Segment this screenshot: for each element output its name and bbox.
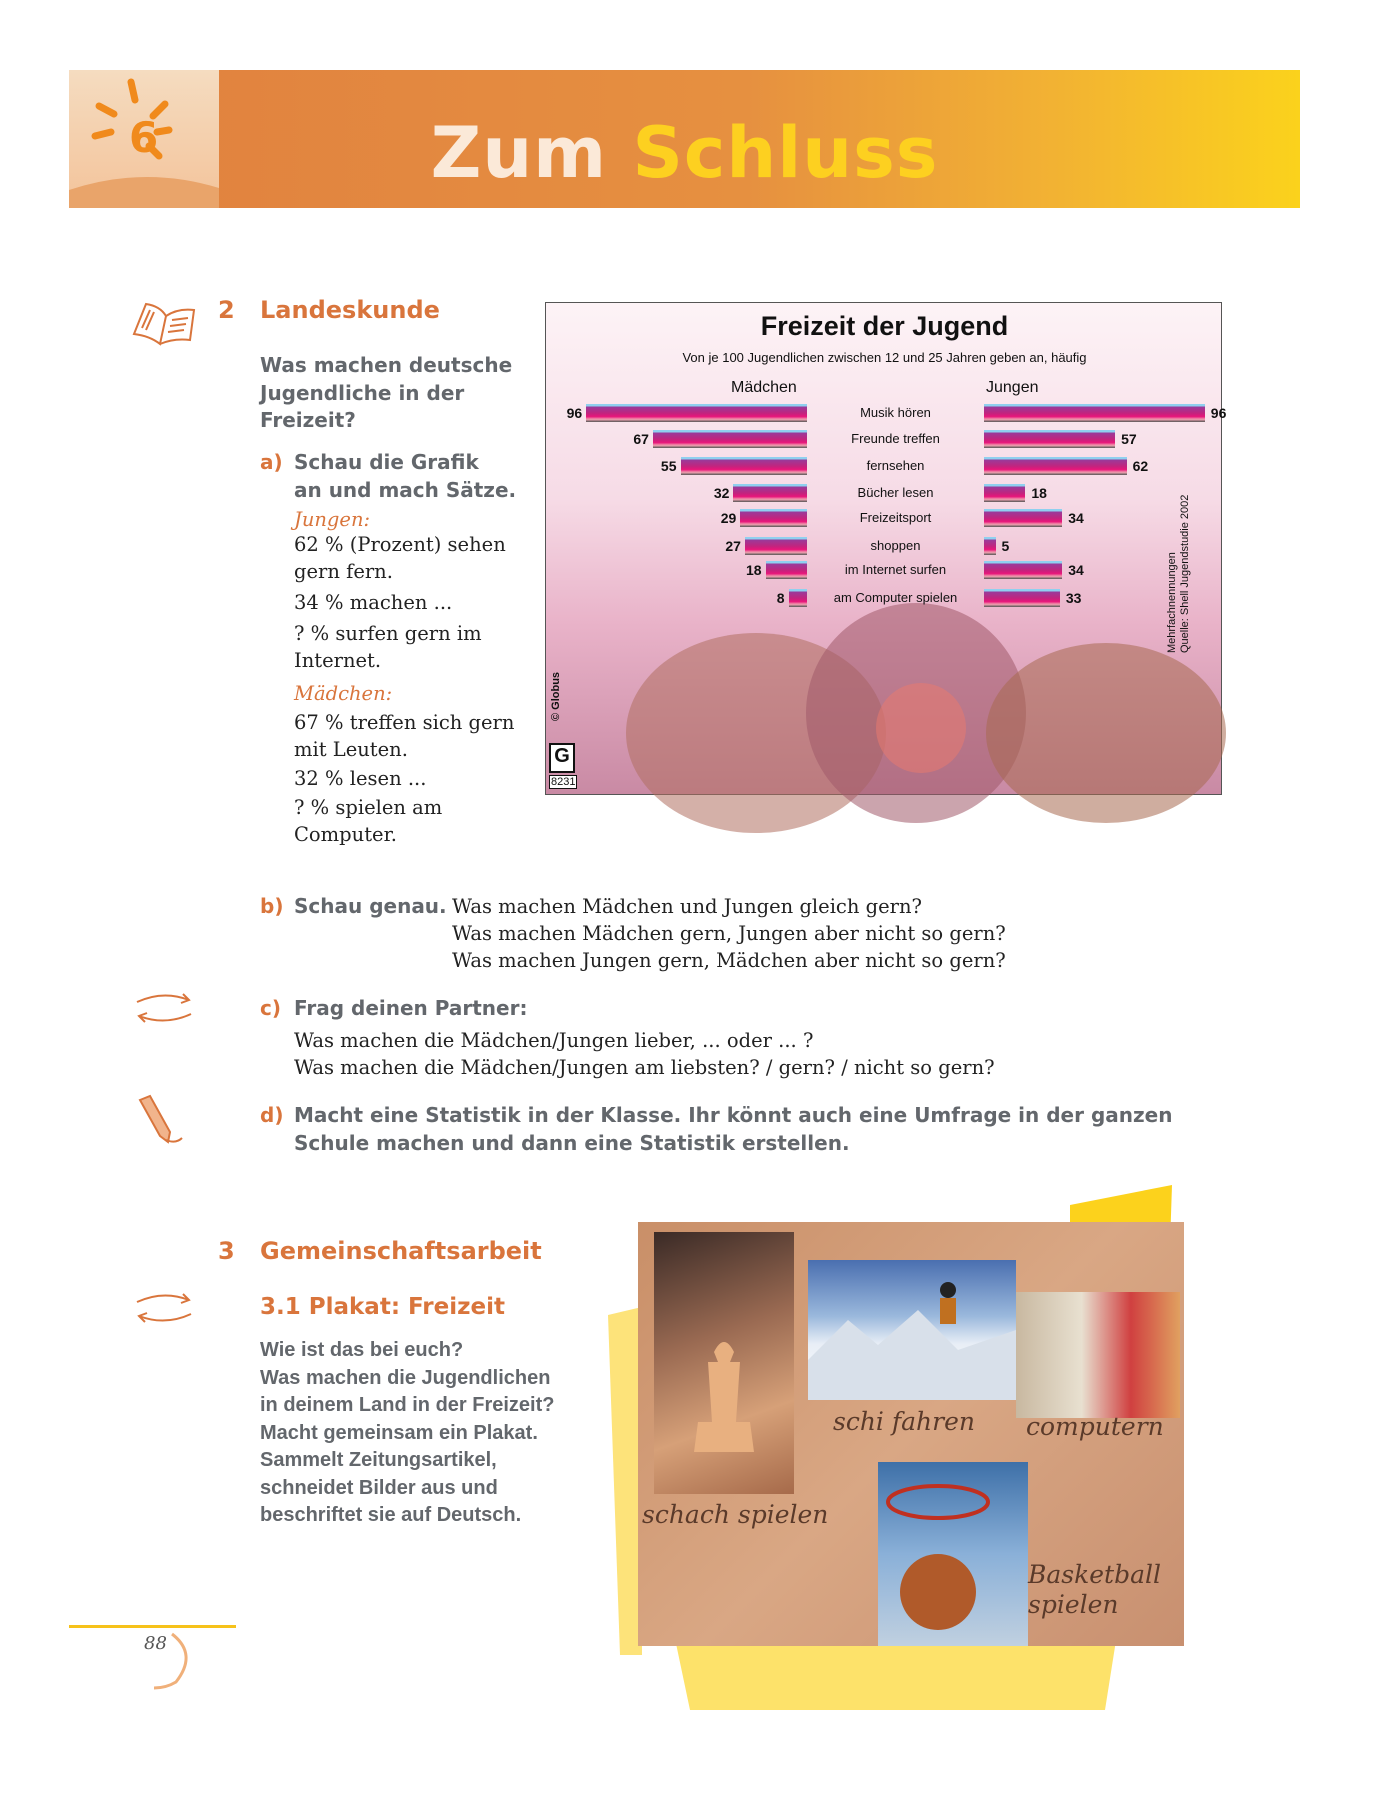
task-b-questions bbox=[452, 893, 1006, 974]
task-c-questions bbox=[294, 1027, 995, 1081]
example-line: gern fern. bbox=[294, 560, 393, 583]
category-label: shoppen bbox=[870, 538, 921, 553]
value-maedchen: 27 bbox=[725, 538, 741, 554]
pencil-icon bbox=[136, 1094, 186, 1150]
task-a-label: a) bbox=[260, 450, 283, 474]
label-schach-spielen: schach spielen bbox=[642, 1500, 829, 1529]
bar-jungen bbox=[984, 509, 1062, 527]
category-label: im Internet surfen bbox=[844, 562, 947, 577]
bar-maedchen bbox=[740, 509, 807, 527]
pinboard bbox=[638, 1222, 1184, 1646]
bar-jungen bbox=[984, 457, 1127, 475]
value-maedchen: 29 bbox=[720, 510, 737, 526]
example-line: Computer. bbox=[294, 823, 397, 846]
value-jungen: 34 bbox=[1068, 562, 1084, 578]
label-line: Basketball bbox=[1028, 1560, 1161, 1589]
bar-jungen bbox=[984, 589, 1060, 607]
bar-maedchen bbox=[733, 484, 807, 502]
section-title: Landeskunde bbox=[260, 296, 440, 324]
label-basketball bbox=[1028, 1560, 1161, 1620]
bar-maedchen bbox=[789, 589, 807, 607]
section-number: 2 bbox=[218, 296, 235, 324]
jungen-label: Jungen: bbox=[294, 508, 371, 531]
page-number: 88 bbox=[144, 1633, 167, 1654]
bar-maedchen bbox=[766, 561, 807, 579]
section-number: 3 bbox=[218, 1237, 235, 1265]
chart-code: 8231 bbox=[551, 776, 576, 788]
task-a-text bbox=[294, 449, 516, 504]
task-d-text bbox=[294, 1102, 1172, 1157]
bar-maedchen bbox=[653, 430, 807, 448]
partner-exchange-icon bbox=[133, 1290, 195, 1330]
task-line: Schau die Grafik bbox=[294, 450, 479, 474]
value-jungen: 33 bbox=[1065, 590, 1082, 606]
chart-freizeit bbox=[545, 302, 1227, 795]
label-computern: computern bbox=[1026, 1412, 1164, 1441]
legend-jungen: Jungen bbox=[986, 379, 1039, 396]
chart-subtitle: Von je 100 Jugendlichen zwischen 12 und 25 Jahren geben an, häufig bbox=[682, 350, 1087, 365]
page-number-swoosh bbox=[150, 1630, 200, 1690]
intro-line: Jugendliche in der bbox=[260, 380, 465, 405]
title-word-1: Zum bbox=[430, 112, 608, 194]
book-icon bbox=[130, 298, 198, 350]
task-line: Schule machen und dann eine Statistik erstellen. bbox=[294, 1130, 850, 1155]
value-maedchen: 96 bbox=[566, 405, 583, 421]
task-b-lead: Schau genau. bbox=[294, 894, 447, 918]
chart-title: Freizeit der Jugend bbox=[760, 311, 1009, 341]
value-maedchen: 67 bbox=[633, 431, 649, 447]
example-line: 34 % machen ... bbox=[294, 591, 453, 614]
category-label: fernsehen bbox=[866, 458, 925, 473]
maedchen-label: Mädchen: bbox=[294, 682, 393, 705]
bar-jungen bbox=[984, 484, 1025, 502]
category-label: Freunde treffen bbox=[851, 431, 940, 446]
bar-maedchen bbox=[745, 537, 807, 555]
svg-text:6: 6 bbox=[129, 113, 159, 162]
question-line: Was machen die Mädchen/Jungen am liebsten? / gern? / nicht so gern? bbox=[294, 1056, 995, 1079]
globus-credit: © Globus bbox=[550, 671, 562, 721]
intro-line: Freizeit? bbox=[260, 408, 356, 432]
example-line: mit Leuten. bbox=[294, 738, 408, 761]
section-title: Gemeinschaftsarbeit bbox=[260, 1237, 542, 1265]
chart-source-text: Quelle: Shell Jugendstudie 2002 bbox=[1179, 494, 1191, 653]
value-maedchen: 55 bbox=[660, 458, 677, 474]
value-maedchen: 32 bbox=[713, 485, 730, 501]
text-line: Sammelt Zeitungsartikel, bbox=[260, 1449, 497, 1471]
photo-skiing bbox=[808, 1260, 1016, 1400]
chart-source bbox=[1166, 453, 1192, 653]
text-line: schneidet Bilder aus und bbox=[260, 1476, 498, 1499]
bar-maedchen bbox=[586, 404, 807, 422]
task-c-lead: Frag deinen Partner: bbox=[294, 996, 528, 1020]
text-line: Wie ist das bei euch? bbox=[260, 1339, 464, 1361]
value-jungen: 34 bbox=[1068, 510, 1084, 526]
bar-jungen bbox=[984, 561, 1062, 579]
bar-jungen bbox=[984, 404, 1205, 422]
intro-line: Was machen deutsche bbox=[260, 353, 513, 377]
example-line: ? % spielen am bbox=[294, 796, 443, 819]
intro-text bbox=[260, 352, 512, 435]
value-jungen: 57 bbox=[1121, 431, 1137, 447]
bar-jungen bbox=[984, 537, 996, 555]
subsection-title: 3.1 Plakat: Freizeit bbox=[260, 1294, 505, 1320]
value-maedchen: 18 bbox=[746, 562, 762, 578]
example-line: Internet. bbox=[294, 649, 382, 672]
title-word-2: Schluss bbox=[632, 112, 939, 194]
example-line: 32 % lesen ... bbox=[294, 767, 427, 790]
category-label: Musik hören bbox=[860, 405, 931, 420]
question-line: Was machen Mädchen und Jungen gleich gern? bbox=[452, 895, 922, 918]
text-line: in deinem Land in der Freizeit? bbox=[260, 1394, 555, 1416]
chart-note: Mehrfachnennungen bbox=[1166, 552, 1178, 653]
category-label: am Computer spielen bbox=[833, 590, 958, 605]
section3-text bbox=[260, 1337, 554, 1530]
label-schi-fahren: schi fahren bbox=[833, 1407, 975, 1436]
photo-computer bbox=[1016, 1292, 1180, 1418]
partner-exchange-icon bbox=[133, 990, 195, 1030]
task-b-label: b) bbox=[260, 894, 284, 918]
label-line: spielen bbox=[1028, 1590, 1119, 1619]
question-line: Was machen Jungen gern, Mädchen aber nicht so gern? bbox=[452, 949, 1006, 972]
example-line: ? % surfen gern im bbox=[294, 622, 482, 645]
task-c-label: c) bbox=[260, 996, 281, 1020]
value-jungen: 62 bbox=[1132, 458, 1149, 474]
task-line: an und mach Sätze. bbox=[294, 477, 517, 502]
page-title bbox=[69, 112, 1300, 194]
bar-maedchen bbox=[681, 457, 808, 475]
example-line: 62 % (Prozent) sehen bbox=[294, 533, 506, 556]
value-jungen: 5 bbox=[1001, 538, 1010, 554]
value-jungen: 96 bbox=[1210, 405, 1227, 421]
example-line: 67 % treffen sich gern bbox=[294, 711, 515, 734]
globus-logo: G bbox=[549, 743, 575, 773]
photo-chess bbox=[654, 1232, 794, 1494]
task-line: Macht eine Statistik in der Klasse. Ihr könnt auch eine Umfrage in der ganzen bbox=[294, 1103, 1173, 1127]
photo-basketball bbox=[878, 1462, 1028, 1646]
header-banner bbox=[69, 70, 1300, 208]
text-line: Macht gemeinsam ein Plakat. bbox=[260, 1421, 538, 1444]
category-label: Bücher lesen bbox=[857, 485, 934, 500]
question-line: Was machen Mädchen gern, Jungen aber nicht so gern? bbox=[452, 922, 1006, 945]
legend-maedchen: Mädchen bbox=[731, 379, 797, 396]
text-line: beschriftet sie auf Deutsch. bbox=[260, 1504, 522, 1526]
task-a-examples bbox=[294, 508, 534, 848]
bar-jungen bbox=[984, 430, 1115, 448]
question-line: Was machen die Mädchen/Jungen lieber, ... oder ... ? bbox=[294, 1029, 814, 1052]
value-maedchen: 8 bbox=[776, 590, 785, 606]
task-d-label: d) bbox=[260, 1103, 284, 1127]
text-line: Was machen die Jugendlichen bbox=[260, 1366, 551, 1389]
value-jungen: 18 bbox=[1031, 485, 1047, 501]
footer-rule bbox=[69, 1625, 236, 1628]
category-label: Freizeitsport bbox=[859, 510, 932, 525]
